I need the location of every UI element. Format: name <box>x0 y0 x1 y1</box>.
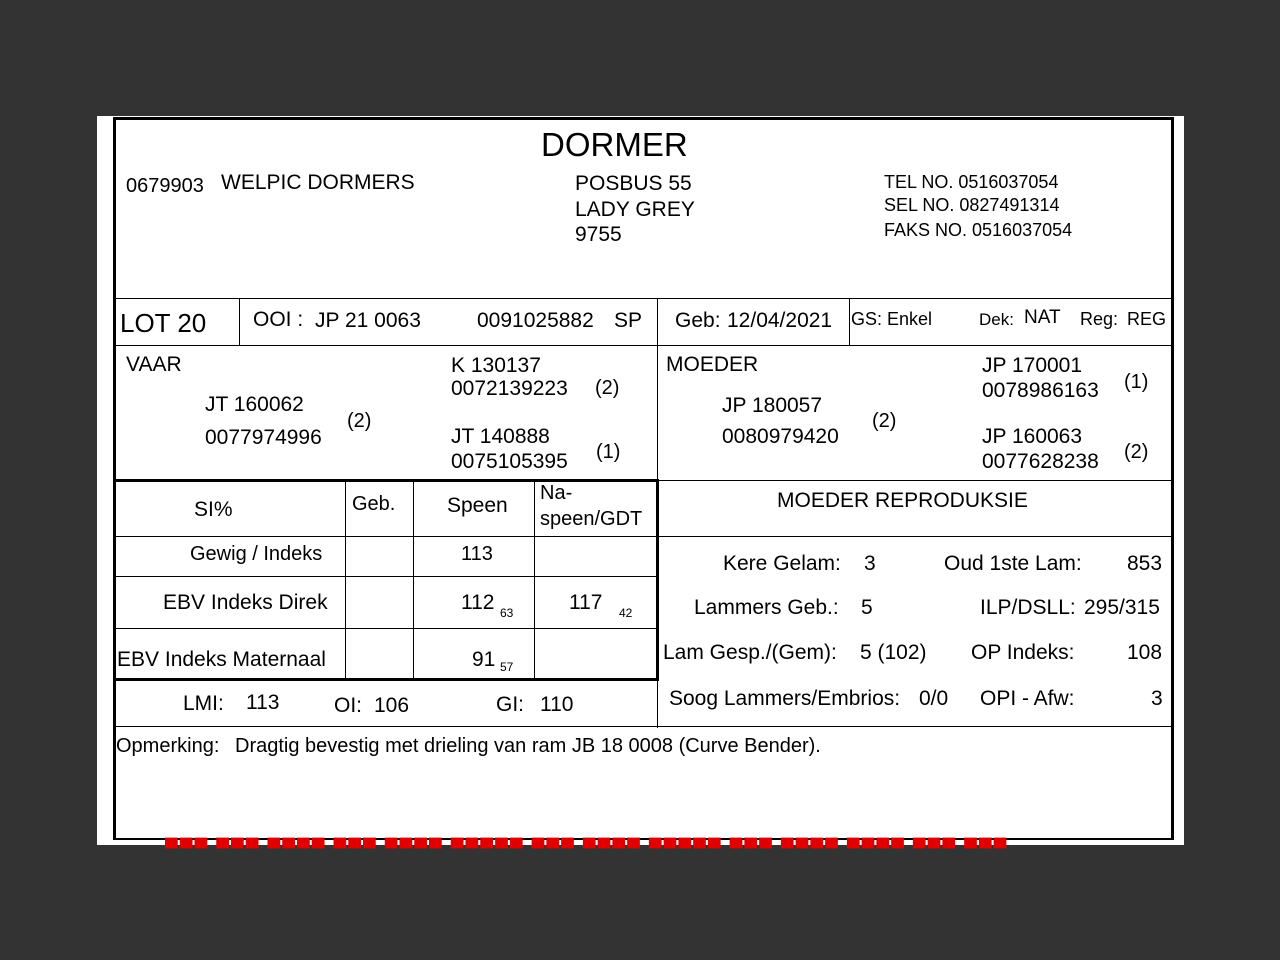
divider <box>345 481 346 679</box>
ooi-suffix: SP <box>614 309 643 332</box>
speen-header: Speen <box>447 494 508 517</box>
lmi-value: 113 <box>246 691 280 714</box>
row-label-direk: EBV Indeks Direk <box>163 591 328 614</box>
faks-number: FAKS NO. 0516037054 <box>884 220 1073 240</box>
geb-header: Geb. <box>352 493 396 515</box>
address-line-3: 9755 <box>575 223 622 246</box>
direk-speen-value: 112 <box>461 591 495 614</box>
si-table-right <box>656 479 659 681</box>
vaar-dam-registration: 0075105395 <box>451 450 568 473</box>
divider <box>849 298 850 345</box>
kere-gelam-label: Kere Gelam: <box>723 552 841 575</box>
divider <box>113 298 1174 299</box>
direk-naspeen-value: 117 <box>569 591 603 614</box>
breeder-name: WELPIC DORMERS <box>221 171 415 194</box>
vaar-dam-id: JT 140888 <box>451 425 550 448</box>
gi-value: 110 <box>540 693 574 716</box>
ilp-dsll-label: ILP/DSLL: <box>980 596 1076 619</box>
opi-afw-label: OPI - Afw: <box>980 687 1075 710</box>
op-indeks-value: 108 <box>1127 641 1163 664</box>
oud-1ste-lam-label: Oud 1ste Lam: <box>944 552 1082 575</box>
soog-lammers-value: 0/0 <box>919 687 949 710</box>
reg-value: REG <box>1127 309 1167 329</box>
row-label-maternaal: EBV Indeks Maternaal <box>117 648 326 671</box>
lammers-geb-label: Lammers Geb.: <box>694 596 839 619</box>
divider <box>413 481 414 679</box>
moeder-sire-registration: 0078986163 <box>982 379 1099 402</box>
address-line-2: LADY GREY <box>575 198 695 221</box>
si-table-top <box>113 479 659 482</box>
moeder-id: JP 180057 <box>722 394 823 417</box>
tel-number: TEL NO. 0516037054 <box>884 172 1059 192</box>
vaar-registration: 0077974996 <box>205 426 322 449</box>
cut-off-red-text: ▀▀▀ ▀▀▀ ▀▀▀▀ ▀▀▀ ▀▀▀▀ ▀▀▀▀▀ ▀▀▀ ▀▀▀▀ ▀▀▀▀▀ ▀▀▀ ▀▀▀▀ ▀▀▀▀ ▀▀▀ ▀▀▀ <box>165 838 1009 858</box>
vaar-id: JT 160062 <box>205 393 304 416</box>
divider <box>239 298 240 345</box>
card-title: DORMER <box>541 126 688 163</box>
lot-number: LOT 20 <box>120 308 207 338</box>
moeder-sire-id: JP 170001 <box>982 354 1083 377</box>
vaar-label: VAAR <box>126 353 182 376</box>
lam-gesp-value: 5 (102) <box>860 641 927 664</box>
gi-label: GI: <box>496 693 525 716</box>
naspeen-header-line-1: Na- <box>540 482 573 504</box>
direk-speen-accuracy: 63 <box>500 606 514 620</box>
address-line-1: POSBUS 55 <box>575 172 692 195</box>
vaar-dam-count: (1) <box>596 441 621 463</box>
lammers-geb-value: 5 <box>861 596 873 619</box>
kere-gelam-value: 3 <box>864 552 876 575</box>
divider <box>534 481 535 679</box>
divider <box>113 628 658 629</box>
direk-naspeen-accuracy: 42 <box>619 606 633 620</box>
lam-gesp-label: Lam Gesp./(Gem): <box>663 641 837 664</box>
gewig-speen-value: 113 <box>461 543 493 565</box>
opmerking-text: Dragtig bevestig met drieling van ram JB 18 0008 (Curve Bender). <box>235 735 821 757</box>
moeder-dam-registration: 0077628238 <box>982 450 1099 473</box>
divider <box>113 536 1174 537</box>
divider <box>113 345 1174 346</box>
moeder-label: MOEDER <box>666 353 759 376</box>
dek-value: NAT <box>1024 307 1061 328</box>
vaar-count: (2) <box>347 410 372 432</box>
reproduksie-title: MOEDER REPRODUKSIE <box>777 489 1028 512</box>
divider <box>113 576 658 577</box>
lmi-label: LMI: <box>183 692 224 715</box>
maternaal-speen-value: 91 <box>472 648 496 671</box>
ooi-label: OOI : <box>253 308 304 331</box>
gs-status: GS: Enkel <box>851 309 933 329</box>
moeder-dam-count: (2) <box>1124 441 1149 463</box>
naspeen-header-line-2: speen/GDT <box>540 508 643 530</box>
moeder-sire-count: (1) <box>1124 371 1149 393</box>
soog-lammers-label: Soog Lammers/Embrios: <box>669 687 901 710</box>
oi-label: OI: <box>334 694 363 717</box>
reg-label: Reg: <box>1080 309 1119 329</box>
dek-label: Dek: <box>979 310 1014 329</box>
ooi-id: JP 21 0063 <box>315 309 421 332</box>
breeder-code: 0679903 <box>126 175 204 197</box>
vaar-sire-id: K 130137 <box>451 354 541 377</box>
birth-date: 12/04/2021 <box>727 309 833 332</box>
ooi-registration: 0091025882 <box>477 309 594 332</box>
op-indeks-label: OP Indeks: <box>971 641 1075 664</box>
vaar-sire-registration: 0072139223 <box>451 377 568 400</box>
opmerking-label: Opmerking: <box>116 735 220 757</box>
maternaal-speen-accuracy: 57 <box>500 660 514 674</box>
moeder-dam-id: JP 160063 <box>982 425 1083 448</box>
ilp-dsll-value: 295/315 <box>1084 596 1160 619</box>
si-header: SI% <box>194 498 233 521</box>
oi-value: 106 <box>374 694 410 717</box>
opi-afw-value: 3 <box>1151 687 1163 710</box>
oud-1ste-lam-value: 853 <box>1127 552 1163 575</box>
si-table-bottom <box>113 678 659 681</box>
moeder-count: (2) <box>872 410 897 432</box>
geb-label: Geb: <box>675 309 721 332</box>
row-label-gewig: Gewig / Indeks <box>190 543 323 565</box>
divider <box>113 726 1174 727</box>
divider <box>657 480 1174 481</box>
moeder-registration: 0080979420 <box>722 425 839 448</box>
sel-number: SEL NO. 0827491314 <box>884 195 1060 215</box>
vaar-sire-count: (2) <box>595 377 620 399</box>
